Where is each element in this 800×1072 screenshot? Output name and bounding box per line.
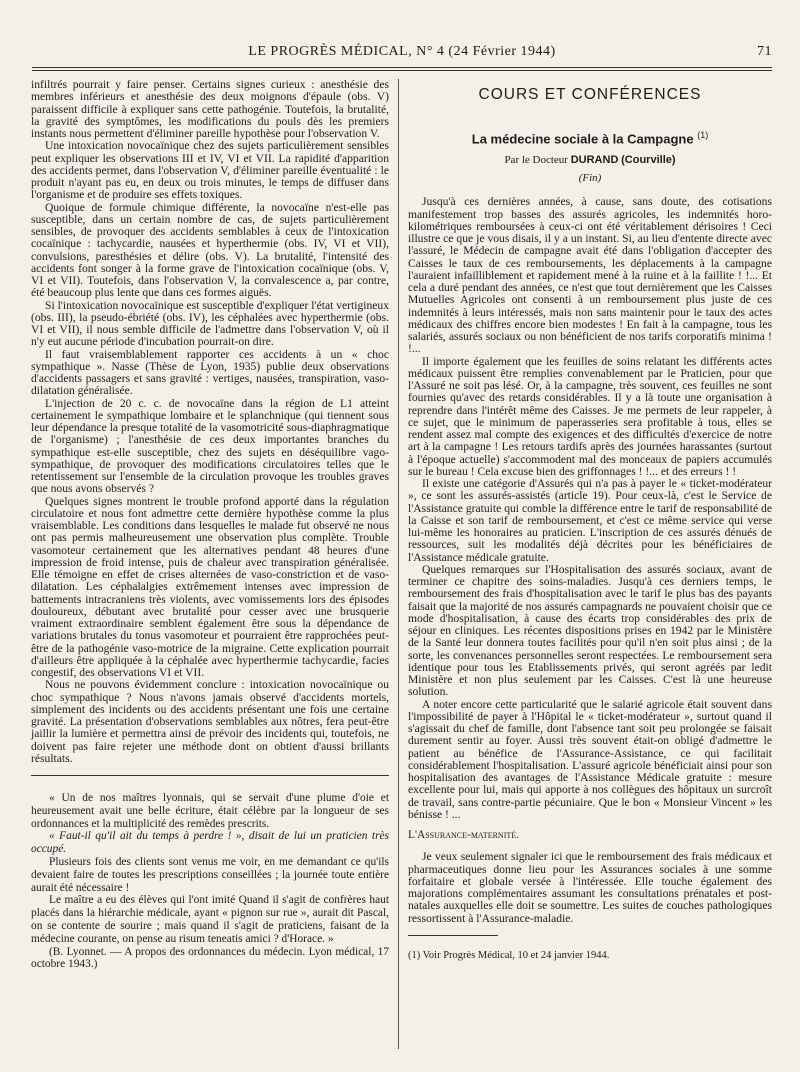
paragraph: Une intoxication novocaïnique chez des sujets particulièrement sensibles peut expliquer les observations III et IV, VI et VII. La rapidité d'apparition des accidents permet, dans l'observation V, d'éliminer pareille éventualité : le produit n'ayant pas eu, en deux ou trois minutes, le temps de diffuser dans l'organisme et de produire ses effets toxiques.: [31, 139, 389, 202]
column-divider: [398, 79, 399, 1049]
article-title: [408, 129, 772, 146]
quote-paragraph: « Un de nos maîtres lyonnais, qui se servait d'une plume d'oie et heureusement avait une belle écriture, était célèbre par la longueur de ses ordonnances et la multiplicité des remèdes prescrits.: [31, 792, 389, 830]
paragraph: infiltrés pourrait y faire penser. Certains signes curieux : anesthésie des membres inférieurs et anesthésie des deux moignons d'épaule (obs. V) paraissent difficile à expliquer sans cette pathogénie. Toutefois, la brutalité, la gravité des symptômes, les modifications du pouls dès les premiers instants nous permettent d'éliminer pareille hypothèse pour l'observation V.: [31, 78, 389, 140]
paragraph: Quoique de formule chimique différente, la novocaïne n'est-elle pas susceptible, dans un certain nombre de cas, de sujets particulièrement sensibles, de provoquer des accidents semblables à ceux de l'intoxication cocaïnique : tachycardie, nausées et hyperthermie (obs. IV, VI et VII), convulsions, paresthésies et délire (obs. V). La brutalité, l'intensité des accidents font songer à la forme grave de l'intoxication cocaïnique (obs. V, VI et VII). Toutefois, dans l'observation V, la convalescence a, par contre, été beaucoup plus lente que dans ces formes aiguës.: [31, 200, 389, 300]
header-rule-double: [32, 70, 772, 71]
subheading: L'Assurance-maternité.: [408, 829, 519, 842]
paragraph: Il faut vraisemblablement rapporter ces accidents à un « choc sympathique ». Nasse (Thèse de Lyon, 1935) publie deux observations d'accidents passagers et sans gravité : vertiges, nausées, transpiration, vaso-dilatation généralisée.: [31, 347, 389, 398]
paragraph: Je veux seulement signaler ici que le remboursement des frais médicaux et pharmaceutiques donne lieu pour les Assurances sociales à une somme forfaitaire et globale versée à l'intéressée. Elle touche également des majorations complémentaires assumant les consultations prénatales et post-natales auxquelles elle doit se soumettre. Les suites de couches pathologiques ressortissent à l'Assurance-maladie.: [408, 850, 772, 925]
paragraph: A noter encore cette particularité que le salarié agricole était souvent dans l'impossibilité de payer à l'Hôpital le « ticket-modérateur », surtout quand il s'agissait du chef de famille, dont l'absence tant soit peu prolongée se faisait durement sentir au foyer. Aussi très souvent était-on obligé d'admettre le patient au bénéfice de l'Assurance-Assistance, ce qui facilitait considérablement l'hospitalisation. L'assuré agricole bénéficiait ainsi pour son hospitalisation des avantages de l'Assistance Médicale gratuite : mesure excellente pour lui, mais qui apporte à nos collègues des hôpitaux un surcroît de travail, sans contre-partie pécuniaire. Que le bon « Monsieur Vincent » les bénisse ! ...: [408, 697, 772, 821]
header-rule: [32, 67, 772, 68]
footnote-rule: [408, 935, 498, 936]
author-name: DURAND: [570, 153, 619, 166]
continuation-note: (Fin): [578, 172, 602, 185]
quote-paragraph: Plusieurs fois des clients sont venus me voir, en me demandant ce qu'ils devaient faire de toutes les prescriptions conseillées ; la journée toute entière aurait été nécessaire !: [31, 855, 389, 894]
paragraph: L'injection de 20 c. c. de novocaïne dans la région de L1 atteint certainement le sympathique lombaire et le splanchnique (qui tiennent sous leur dépendance la presque totalité de la vasomotricité sous-diaphragmatique de l'organisme) ; l'anesthésie de ces deux importantes branches du sympathique est-elle susceptible, chez des sujets en déséquilibre vago-sympathique, de provoquer des modifications circulatoires telles que le retentissement sur l'ensemble de la circulation provoque les troubles graves que nous avons observés ?: [31, 396, 389, 496]
paragraph: Si l'intoxication novocaïnique est susceptible d'expliquer l'état vertigineux (obs. III), la pseudo-ébriété (obs. IV), les céphalées avec hyperthermie (obs. VI et VII), il nous semble difficile de l'admettre dans l'observation V, où il n'y eut aucune période d'incubation pourrait-on dire.: [31, 298, 390, 349]
page-header: [32, 44, 772, 66]
quotation-block: [31, 792, 389, 971]
article-title-text: La médecine sociale à la Campagne: [471, 131, 694, 147]
right-column: [408, 79, 772, 962]
paragraph: Nous ne pouvons évidemment conclure : intoxication novocaïnique ou choc sympathique ? Nous n'avons jamais observé d'accidents mortels, simplement des incidents ou des accidents présentant une fois une certaine gravité. La présentation d'observations semblables aux nôtres, fera peut-être jaillir la lumière et permettra ainsi de prévoir des incidents qui, toutefois, ne doivent pas faire rejeter une méthode dont on obtient d'aussi brillants résultats.: [31, 678, 389, 765]
section-divider: [31, 775, 389, 776]
quote-source: (B. Lyonnet. — A propos des ordonnances du médecin. Lyon médical, 17 octobre 1943.): [31, 945, 389, 971]
running-title: LE PROGRÈS MÉDICAL, N° 4 (24 Février 1944): [248, 44, 556, 59]
page-number: 71: [757, 44, 772, 59]
paragraph: Quelques remarques sur l'Hospitalisation des assurés sociaux, avant de terminer ce chapitre des soins-maladies. Jusqu'à ces derniers temps, le remboursement des frais d'hospitalisation avec le tarif le plus bas des payants faisait que la majorité de nos assurés campagnards ne pouvaient choisir que ce mode d'hospitalisation, à cause des écarts trop considérables des prix de séjour en cliniques. Les récentes dispositions prises en 1942 par le Ministère de la Santé leur donnera toutes facilités pour qu'il n'en soit plus ainsi ; de la sorte, les convenances personnelles seront respectées. Le remboursement sera identique pour tous les Etablissements privés, qui seront agréés par ledit Ministère et non plus seulement par les Caisses. C'est là une heureuse solution.: [408, 562, 772, 699]
paragraph: Jusqu'à ces dernières années, à cause, sans doute, des cotisations manifestement trop basses des assurés agricoles, les indemnités horo-kilométriques remboursées à ceux-ci ont été véritablement dérisoires ! Ceci illustre ce que je vous disais, il y a un instant. Si, au lieu d'entente directe avec l'assuré, le Médecin de campagne avait été dans l'obligation d'accepter des Caisses le taux de ces remboursements, les déplacements à la campagne l'auraient infailliblement et rapidement mené à la ruine et à la faillite ! !... Et cela a duré pendant des années, ce n'est que tout dernièrement que les Caisses Mutuelles Agricoles ont consenti à un remboursement plus juste de ces indemnités à leurs intéressés, mais non sans maintenir pour le taux des actes médicaux des chiffres encore bien modestes ! En fait à la campagne, tous les salariés, assurés sociaux ou non bénéficient de nos tarifs corporatifs minima ! !...: [408, 195, 772, 356]
footnote: (1) Voir Progrès Médical, 10 et 24 janvier 1944.: [408, 949, 610, 961]
byline: [408, 154, 772, 166]
left-column: [31, 79, 389, 971]
footnote-marker: (1): [697, 130, 709, 141]
section-title: COURS ET CONFÉRENCES: [478, 86, 702, 103]
paragraph: Il existe une catégorie d'Assurés qui n'a pas à payer le « ticket-modérateur », ce sont les assurés-assistés (article 19). Pour ceux-là, c'est le Service de l'Assistance gratuite qui comble la différence entre le tarif de responsabilité de la Caisse et son tarif de remboursement, et c'est ce même service qui verse lui-même les honoraires au praticien. L'inscription de ces assurés dénués de ressources, suit les modalités déjà décrites pour les bénéficiaires de l'Assistance médicale gratuite.: [408, 477, 772, 564]
quote-paragraph: Le maître a eu des élèves qui l'ont imité Quand il s'agit de confrères haut placés dans la hiérarchie médicale, ayant « pignon sur rue », aurait dit Pascal, on se contente de sourire ; mais quand il s'agit de praticiens, faisant de la médecine courante, on pense au risum teneatis amici ? d'Horace. »: [31, 894, 389, 945]
paragraph: Il importe également que les feuilles de soins relatant les différents actes médicaux puissent être remplies convenablement par le Praticien, pour que l'Assuré ne soit pas lésé. Or, à la campagne, très souvent, ces feuilles ne sont fournies qu'avec des retards considérables. Il y a là toute une organisation à reprendre dans l'intérêt même des Caisses. Je me permets de leur rappeler, à ce sujet, que le minimum de paperasseries sera profitable à tous, elles se rendent assez mal compte des exigences et des difficultés d'exercice de notre art à la campagne ! Les retours tardifs après des journées harassantes (surtout à l'époque actuelle) s'accommodent mal des monceaux de papiers accumulés sur le bureau ! Cela excuse bien des griffonnages ! !... et des erreurs ! !: [408, 354, 772, 478]
paragraph: Quelques signes montrent le trouble profond apporté dans la régulation circulatoire et nous font admettre cette dernière hypothèse comme la plus vraisemblable. Les conditions dans lesquelles le malade fut observé ne nous ont pas permis malheureusement une observation plus complète. Trouble vasomoteur certainement que les alternatives pendant 48 heures d'une impression de froid intense, puis de chaleur avec transpiration généralisée. Elle témoigne en effet de crises alternées de vaso-constriction et de vaso-dilatation. Les céphalalgies extrêmement intenses avec impression de battements intracraniens très violents, avec vomissements lors des épisodes douloureux, débutant avec brutalité pour cesser avec une brusquerie vraiment extraordinaire semblent également être sous la dépendance de variations brutales du tonus vasomoteur et pourraient être rapprochées peut-être de la pathogénie vaso-motrice de la migraine. Cette explication pourrait d'ailleurs être appliquée à la céphalée avec hyperthermie tachycardie, facies congestif, des observations VI et VII.: [31, 494, 389, 679]
byline-prefix: Par le Docteur: [504, 153, 568, 166]
quote-paragraph: « Faut-il qu'il ait du temps à perdre ! », disait de lui un praticien très occupé.: [31, 830, 389, 856]
author-place: (Courville): [621, 153, 676, 166]
